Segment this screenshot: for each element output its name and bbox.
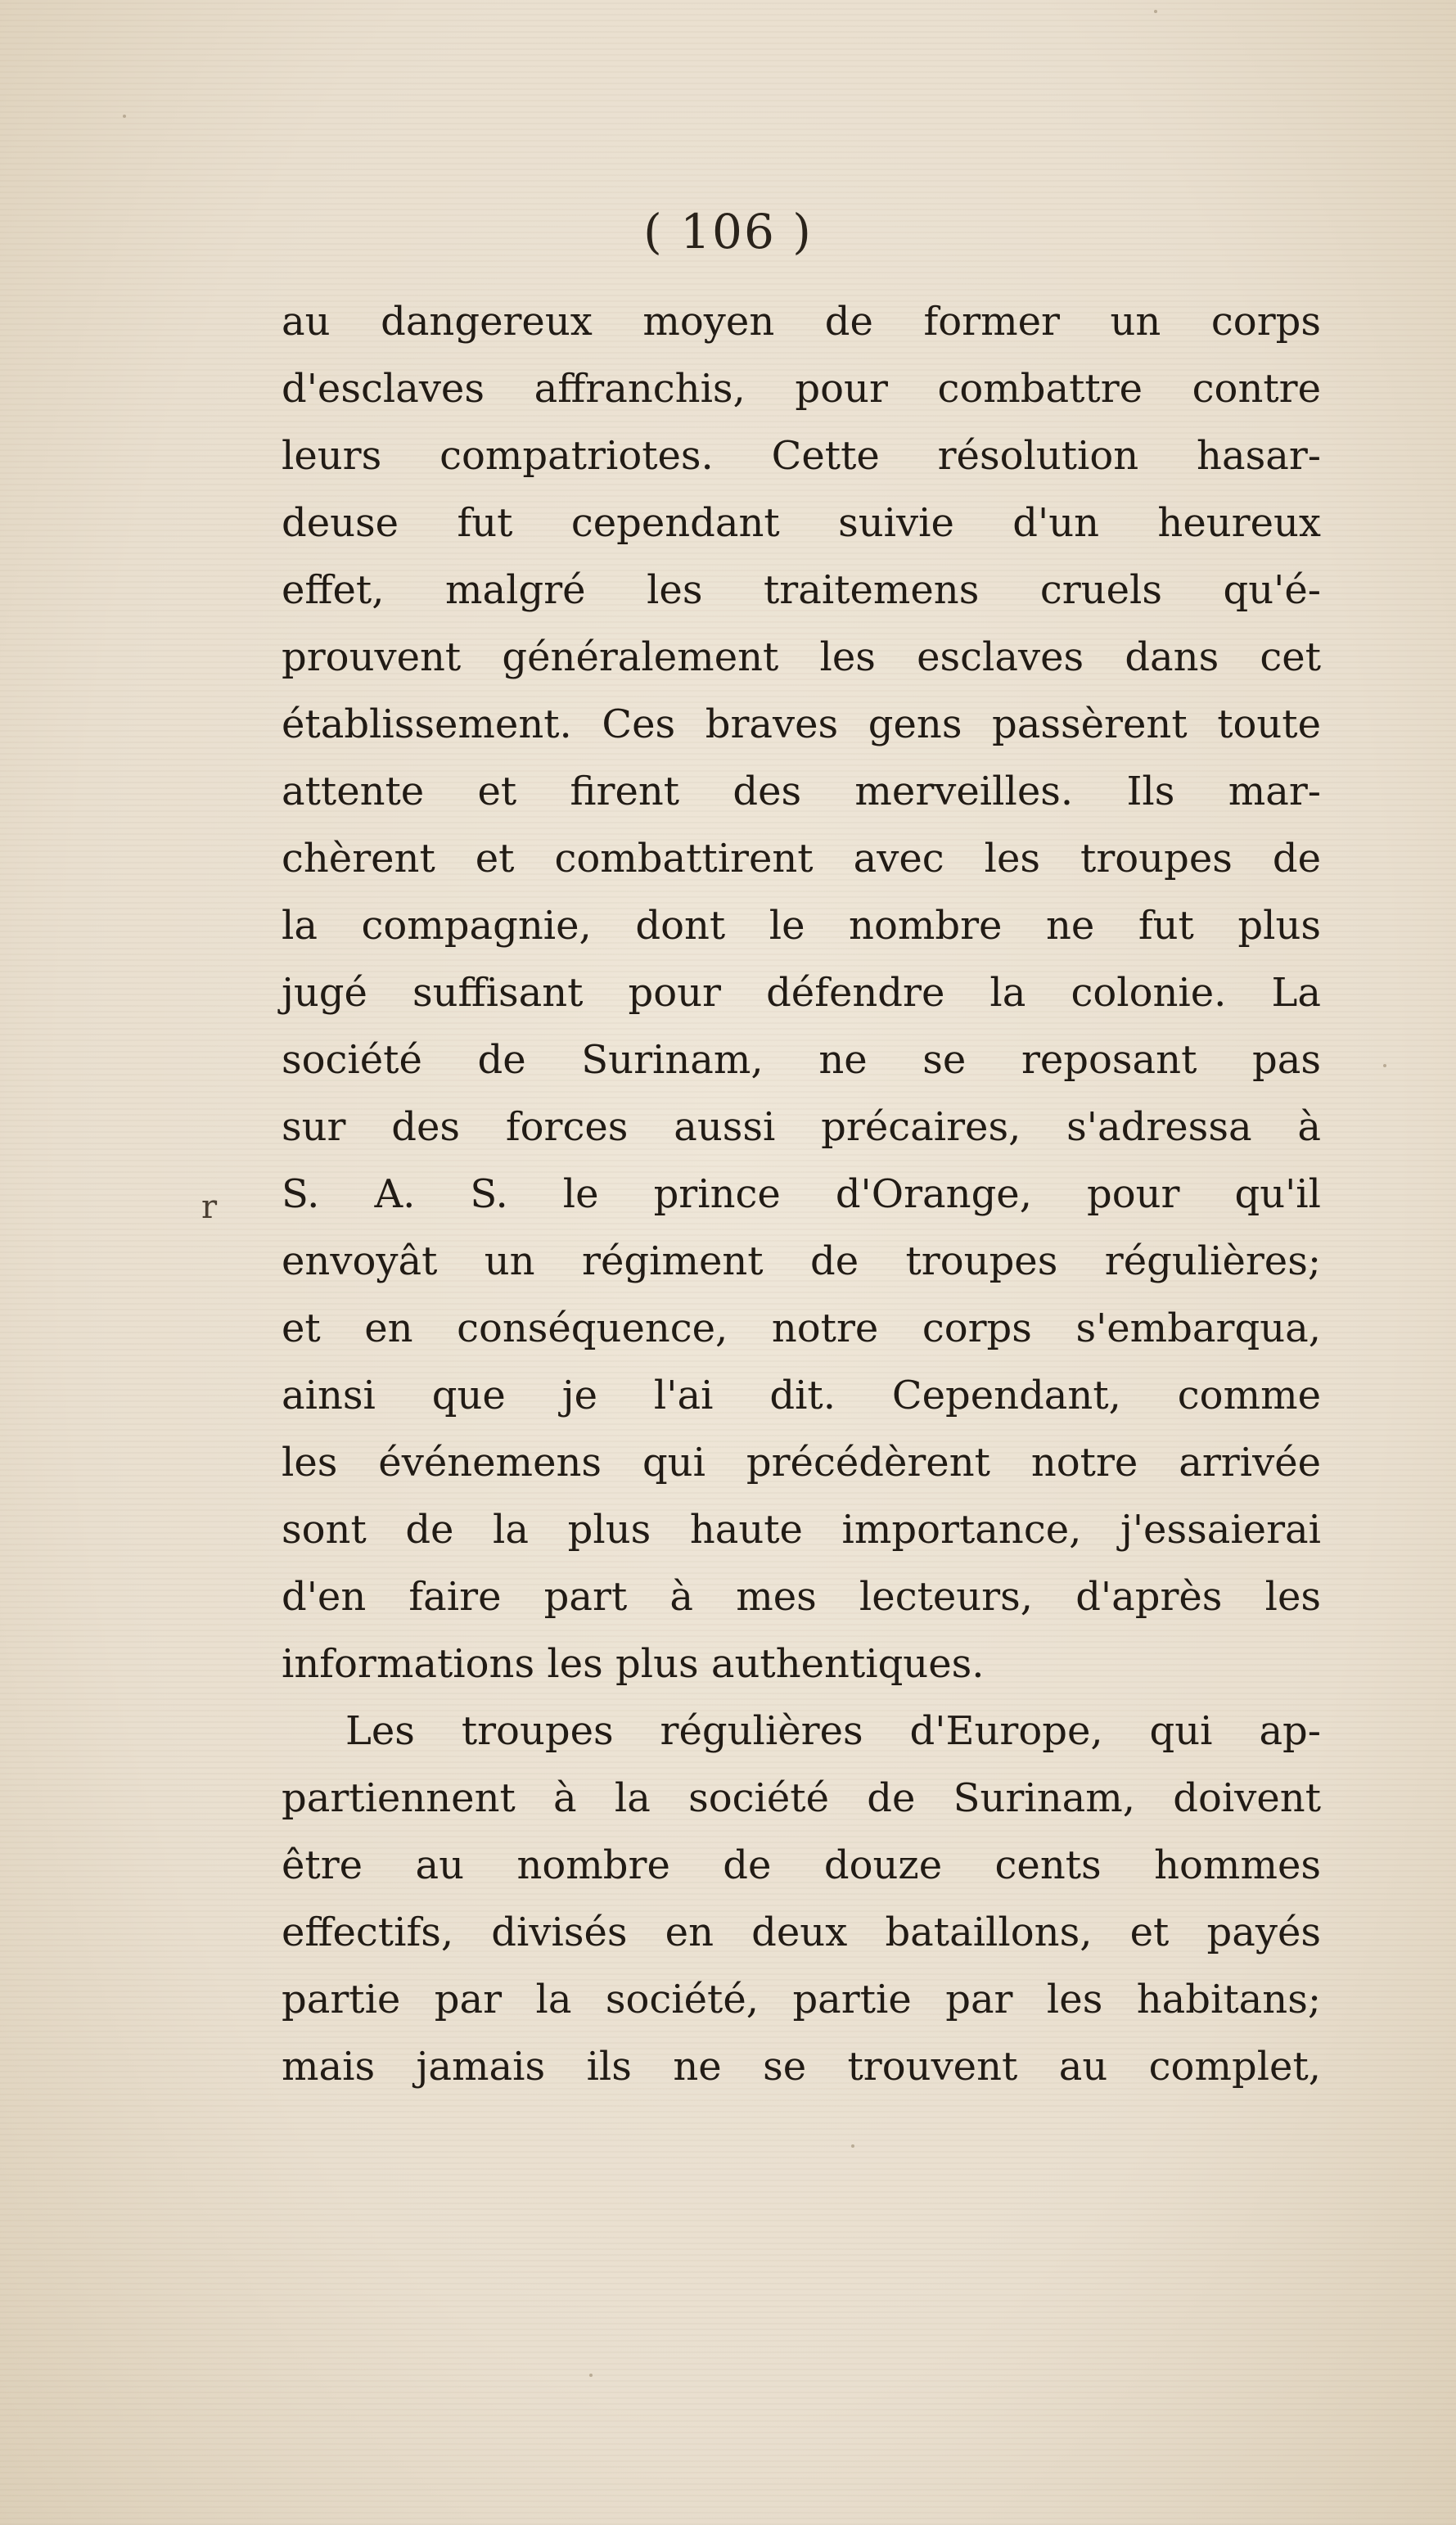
paper-speck: [123, 115, 126, 118]
page-number: ( 106 ): [643, 204, 813, 259]
text-line: société de Surinam, ne se reposant pas: [282, 1037, 1321, 1083]
paper-speck: [589, 2374, 593, 2377]
text-line: au dangereux moyen de former un corps: [282, 299, 1321, 345]
body-text: [282, 288, 1321, 2100]
text-line: envoyât un régiment de troupes régulières;: [282, 1238, 1321, 1284]
text-line: chèrent et combattirent avec les troupes de: [282, 836, 1321, 881]
text-line: S. A. S. le prince d'Orange, pour qu'il: [282, 1171, 1321, 1217]
text-line: la compagnie, dont le nombre ne fut plus: [282, 903, 1321, 949]
text-line: partie par la société, partie par les habitans;: [282, 1977, 1321, 2022]
text-line: sont de la plus haute importance, j'essaierai: [282, 1507, 1321, 1553]
text-line: jugé suffisant pour défendre la colonie. La: [282, 970, 1321, 1016]
text-line: partiennent à la société de Surinam, doivent: [282, 1775, 1321, 1821]
text-line: effectifs, divisés en deux bataillons, et payés: [282, 1910, 1321, 1955]
paper-speck: [851, 2144, 854, 2148]
text-line: être au nombre de douze cents hommes: [282, 1842, 1321, 1888]
text-line: sur des forces aussi précaires, s'adressa à: [282, 1104, 1321, 1150]
text-line: d'en faire part à mes lecteurs, d'après les: [282, 1574, 1321, 1620]
paper-speck: [1383, 1064, 1386, 1067]
text-line: ainsi que je l'ai dit. Cependant, comme: [282, 1373, 1321, 1418]
margin-mark: r: [201, 1188, 218, 1226]
text-line: deuse fut cependant suivie d'un heureux: [282, 500, 1321, 546]
text-line: prouvent généralement les esclaves dans cet: [282, 634, 1321, 680]
paragraph-1: [282, 288, 1321, 1698]
text-line: attente et firent des merveilles. Ils mar-: [282, 769, 1321, 814]
text-line: les événemens qui précédèrent notre arrivée: [282, 1440, 1321, 1486]
text-line: leurs compatriotes. Cette résolution hasar-: [282, 433, 1321, 479]
text-line: établissement. Ces braves gens passèrent toute: [282, 701, 1321, 747]
text-line: et en conséquence, notre corps s'embarqua,: [282, 1305, 1321, 1351]
text-line: Les troupes régulières d'Europe, qui ap-: [345, 1708, 1321, 1754]
paragraph-2: [282, 1698, 1321, 2100]
text-line: mais jamais ils ne se trouvent au complet,: [282, 2044, 1321, 2090]
text-line: informations les plus authentiques.: [282, 1641, 985, 1687]
paper-speck: [1154, 10, 1157, 13]
text-line: effet, malgré les traitemens cruels qu'é-: [282, 567, 1321, 613]
text-line: d'esclaves affranchis, pour combattre contre: [282, 366, 1321, 412]
